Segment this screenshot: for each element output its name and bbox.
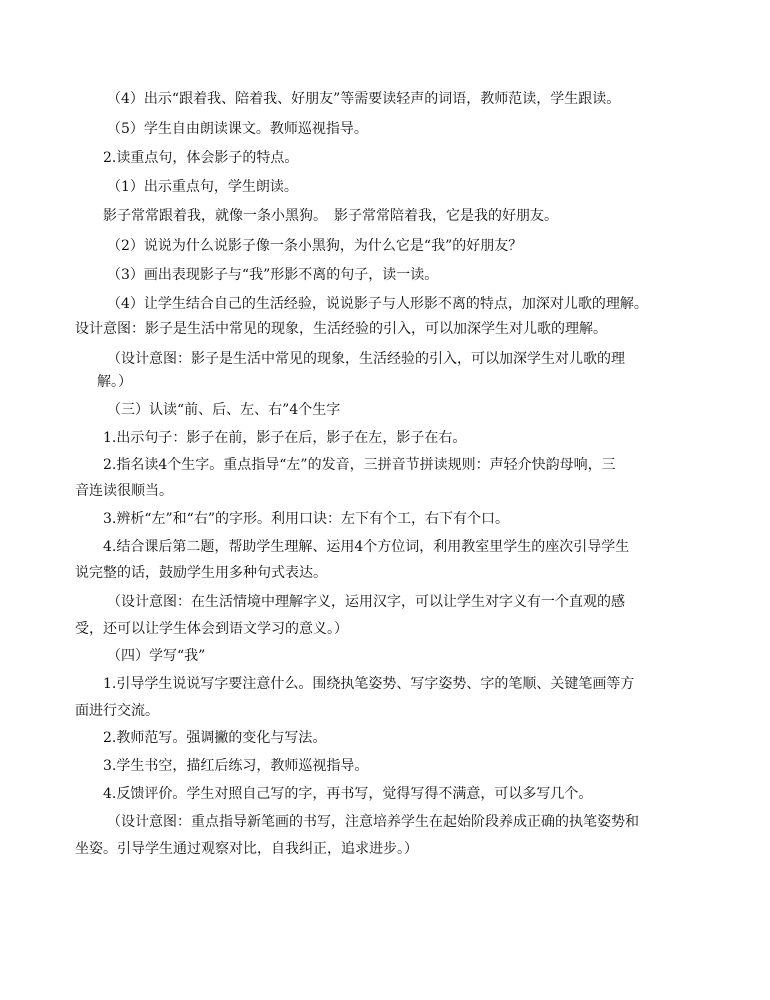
paragraph-line: 1.出示句子：影子在前，影子在后，影子在左，影子在右。 [103,430,467,446]
paragraph-line: （2）说说为什么说影子像一条小黑狗，为什么它是“我”的好朋友？ [107,238,523,254]
design-intent-line: 解。） [97,374,132,390]
section-heading: （三）认读“前、后、左、右”4个生字 [107,402,341,418]
paragraph-line: （3）画出表现影子与“我”形影不离的句子，读一读。 [107,267,439,283]
paragraph-line: 说完整的话，鼓励学生用多种句式表达。 [75,565,327,581]
paragraph-line: （4）出示“跟着我、陪着我、好朋友”等需要读轻声的词语，教师范读，学生跟读。 [107,91,621,107]
paragraph-line: 音连读很顺当。 [75,483,173,499]
design-intent-line: （设计意图：重点指导新笔画的书写，注意培养学生在起始阶段养成正确的执笔姿势和 [107,814,639,830]
section-heading: （四）学写“我” [107,648,206,664]
design-intent-line: 设计意图：影子是生活中常见的现象，生活经验的引入，可以加深学生对儿歌的理解。 [75,321,607,337]
design-intent-line: （设计意图：在生活情境中理解字义，运用汉字，可以让学生对字义有一个直观的感 [107,594,625,610]
paragraph-line: 3.学生书空，描红后练习，教师巡视指导。 [103,758,369,774]
paragraph-line: 1.引导学生说说写字要注意什么。围绕执笔姿势、写字姿势、字的笔顺、关键笔画等方 [103,676,635,692]
key-sentence-line: 影子常常跟着我，就像一条小黑狗。 影子常常陪着我，它是我的好朋友。 [103,208,558,224]
design-intent-line: 坐姿。引导学生通过观察对比，自我纠正，追求进步。） [75,841,418,857]
paragraph-line: 2.教师范写。强调撇的变化与写法。 [103,730,327,746]
paragraph-line: 2.读重点句，体会影子的特点。 [103,150,299,166]
paragraph-line: （1）出示重点句，学生朗读。 [107,179,298,195]
design-intent-line: 受，还可以让学生体会到语文学习的意义。） [75,621,348,637]
paragraph-line: （4）让学生结合自己的生活经验，说说影子与人形影不离的特点，加深对儿歌的理解。 [107,296,648,312]
paragraph-line: 2.指名读4个生字。重点指导“左”的发音，三拼音节拼读规则：声轻介快韵母响，三 [103,457,616,473]
paragraph-line: 面进行交流。 [75,703,159,719]
paragraph-line: （5）学生自由朗读课文。教师巡视指导。 [107,121,368,137]
design-intent-line: （设计意图：影子是生活中常见的现象，生活经验的引入，可以加深学生对儿歌的理 [107,351,625,367]
paragraph-line: 4.反馈评价。学生对照自己写的字，再书写，觉得写得不满意，可以多写几个。 [103,786,593,802]
paragraph-line: 3.辨析“左”和“右”的字形。利用口诀：左下有个工，右下有个口。 [103,511,509,527]
paragraph-line: 4.结合课后第二题，帮助学生理解、运用4个方位词，利用教室里学生的座次引导学生 [103,539,630,555]
